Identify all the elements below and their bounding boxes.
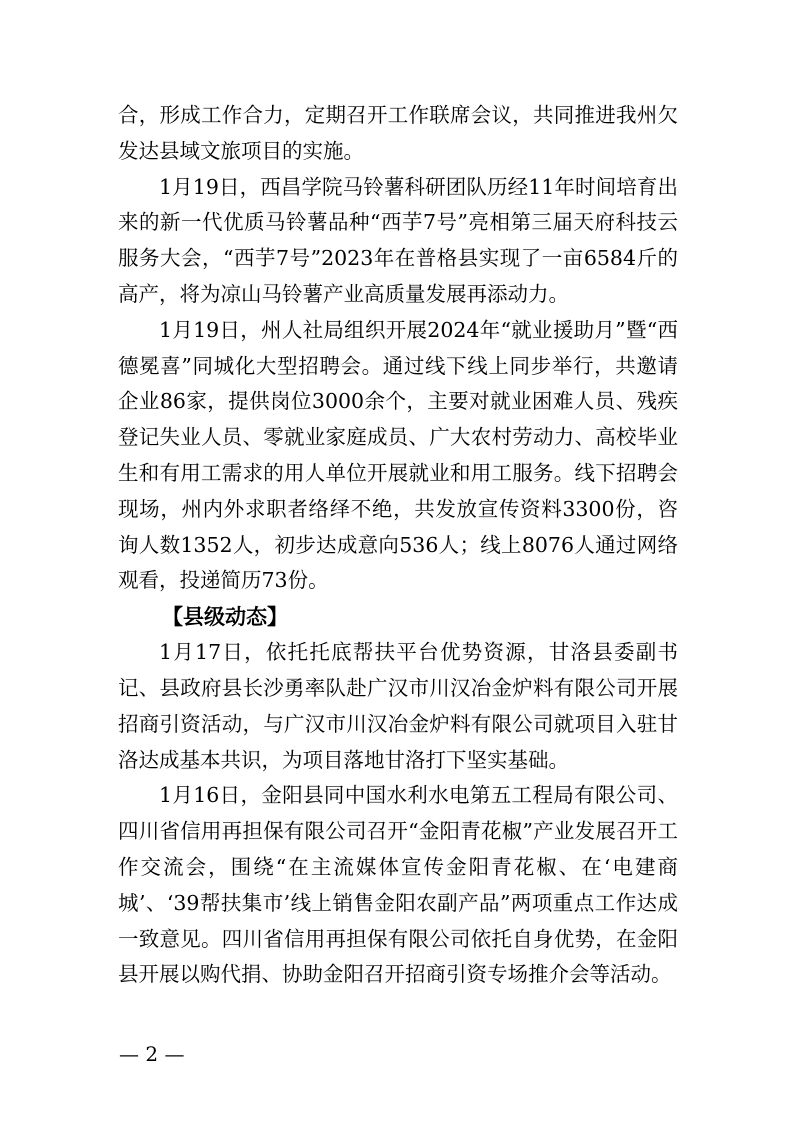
document-body xyxy=(118,98,678,993)
section-heading-county-news: 【县级动态】 xyxy=(162,605,288,630)
page-number: — 2 — xyxy=(119,1042,185,1066)
paragraph-continuation: 合，形成工作合力，定期召开工作联席会议，共同推进我州欠发达县域文旅项目的实施。 xyxy=(118,103,678,163)
paragraph-jinyang-pepper: 1月16日，金阳县同中国水利水电第五工程局有限公司、四川省信用再担保有限公司召开“金阳青花椒”产业发展召开工作交流会，围绕“在主流媒体宣传金阳青花椒、在‘电建商城’、‘39帮扶集市’线上销售金阳农副产品”两项重点工作达成一致意见。四川省信用再担保有限公司依托自身优势，在金阳县开展以购代捐、协助金阳召开招商引资专场推介会等活动。 xyxy=(118,783,678,987)
paragraph-ganluo-investment: 1月17日，依托托底帮扶平台优势资源，甘洛县委副书记、县政府县长沙勇率队赴广汉市川汉冶金炉料有限公司开展招商引资活动，与广汉市川汉冶金炉料有限公司就项目入驻甘洛达成基本共识，为项目落地甘洛打下坚实基础。 xyxy=(118,640,678,772)
paragraph-job-fair: 1月19日，州人社局组织开展2024年“就业援助月”暨“西德冕喜”同城化大型招聘会。通过线下线上同步举行，共邀请企业86家，提供岗位3000余个，主要对就业困难人员、残疾登记失业人员、零就业家庭成员、广大农村劳动力、高校毕业生和有用工需求的用人单位开展就业和用工服务。线下招聘会现场，州内外求职者络绎不绝，共发放宣传资料3300份，咨询人数1352人，初步达成意向536人；线上8076人通过网络观看，投递简历73份。 xyxy=(118,317,678,593)
paragraph-potato-variety: 1月19日，西昌学院马铃薯科研团队历经11年时间培育出来的新一代优质马铃薯品种“西芋7号”亮相第三届天府科技云服务大会，“西芋7号”2023年在普格县实现了一亩6584斤的高产，将为凉山马铃薯产业高质量发展再添动力。 xyxy=(118,174,678,306)
